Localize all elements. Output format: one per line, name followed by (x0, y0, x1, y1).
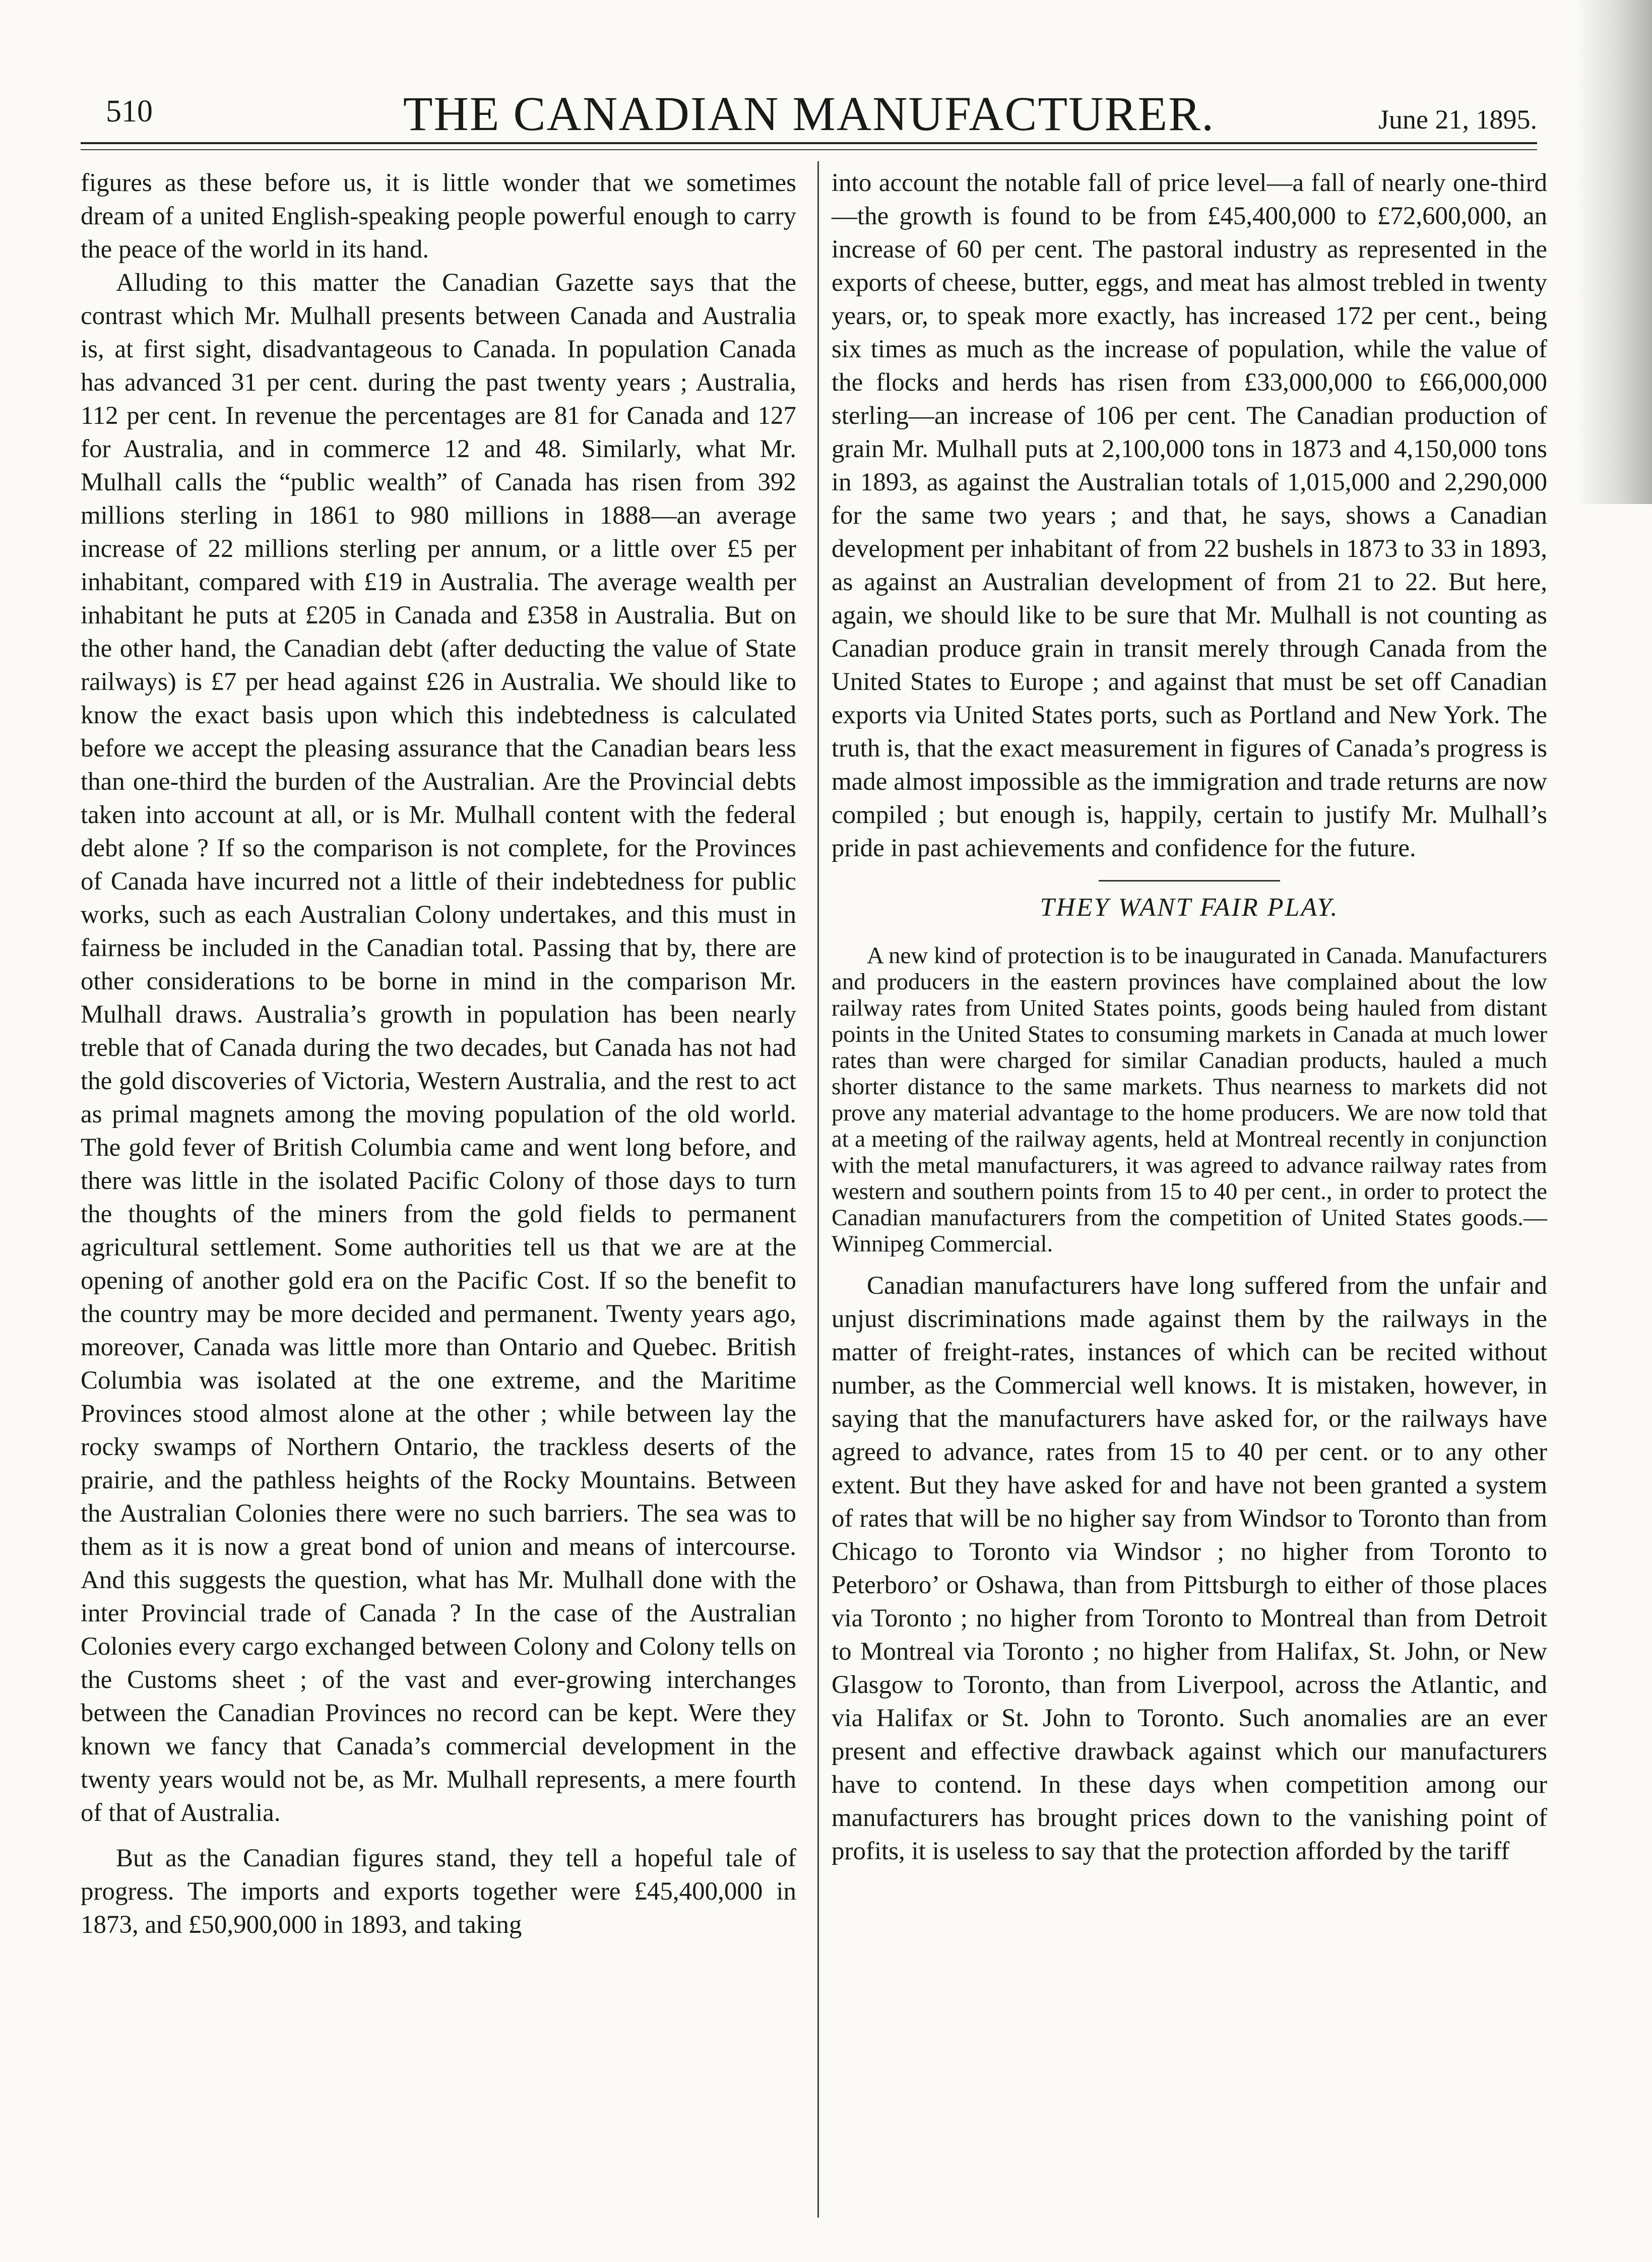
column-divider (817, 161, 819, 2218)
page-header (81, 86, 1537, 146)
header-rule-bottom (81, 149, 1537, 150)
issue-date: June 21, 1895. (1378, 104, 1537, 135)
scan-edge-shadow (1576, 0, 1652, 504)
paragraph: Canadian manufacturers have long suffered from the unfair and unjust discriminations made against them by the railways in the matter of freight-rates, instances of which can be recited without number, as the Commercial well knows. It is mistaken, however, in saying that the manufacturers have asked for, or the railways have agreed to advance, rates from 15 to 40 per cent. or to any other extent. But they have asked for and have not been granted a system of rates that will be no higher say from Windsor to Toronto than from Chicago to Toronto via Windsor ; no higher from Toronto to Peterboro’ or Oshawa, than from Pittsburgh to either of those places via Toronto ; no higher from Toronto to Montreal than from Detroit to Montreal via Toronto ; no higher from Halifax, St. John, or New Glasgow to Toronto, than from Liverpool, across the Atlantic, and via Halifax or St. John to Toronto. Such anomalies are an ever present and effective drawback against which our manufacturers have to contend. In these days when competition among our manufacturers has brought prices down to the vanishing point of profits, it is useless to say that the protection afforded by the tariff (832, 1272, 1547, 1865)
page-number: 510 (106, 94, 153, 129)
paragraph: But as the Canadian figures stand, they tell a hopeful tale of progress. The imports and exports together were £45,400,000 in 1873, and £50,900,000 in 1893, and taking (81, 1844, 796, 1939)
quoted-paragraph: A new kind of protection is to be inaugurated in Canada. Manufacturers and producers in the eastern provinces have complained about the low railway rates from United States points, goods being hauled from distant points in the United States to consuming markets in Canada at much lower rates than were charged for similar Canadian products, hauled a much shorter distance to the same markets. Thus nearness to markets did not prove any material advantage to the home producers. We are now told that at a meeting of the railway agents, held at Montreal recently in conjunction with the metal manufacturers, it was agreed to advance railway rates from western and southern points from 15 to 40 per cent., in order to protect the Canadian manufacturers from the competition of United States goods.—Winnipeg Commercial. (832, 942, 1547, 1257)
header-rule-top (81, 142, 1537, 144)
right-column (832, 166, 1547, 1868)
journal-title: THE CANADIAN MANUFACTURER. (403, 87, 1215, 141)
section-rule (1099, 880, 1280, 882)
section-heading: THEY WANT FAIR PLAY. (1040, 893, 1339, 922)
paragraph: figures as these before us, it is little wonder that we sometimes dream of a united English-speaking people powerful enough to carry the peace of the world in its hand. (81, 169, 796, 264)
paragraph: into account the notable fall of price level—a fall of nearly one-third—the growth is found to be from £45,400,000 to £72,600,000, an increase of 60 per cent. The pastoral industry as represented in the exports of cheese, butter, eggs, and meat has almost trebled in twenty years, or, to speak more exactly, has increased 172 per cent., being six times as much as the increase of population, while the value of the flocks and herds has risen from £33,000,000 to £66,000,000 sterling—an increase of 106 per cent. The Canadian production of grain Mr. Mulhall puts at 2,100,000 tons in 1873 and 4,150,000 tons in 1893, as against the Australian totals of 1,015,000 and 2,290,000 for the same two years ; and that, he says, shows a Canadian development per inhabitant of from 22 bushels in 1873 to 33 in 1893, as against an Australian development of from 21 to 22. But here, again, we should like to be sure that Mr. Mulhall is not counting as Canadian produce grain in transit merely through Canada from the United States to Europe ; and against that must be set off Canadian exports via United States ports, such as Portland and New York. The truth is, that the exact measurement in figures of Canada’s progress is made almost impossible as the immigration and trade returns are now compiled ; but enough is, happily, certain to justify Mr. Mulhall’s pride in past achievements and confidence for the future. (832, 169, 1547, 862)
left-column (81, 166, 796, 1941)
paragraph: Alluding to this matter the Canadian Gazette says that the contrast which Mr. Mulhall presents between Canada and Australia is, at first sight, disadvantageous to Canada. In population Canada has advanced 31 per cent. during the past twenty years ; Australia, 112 per cent. In revenue the percentages are 81 for Canada and 127 for Australia, and in commerce 12 and 48. Similarly, what Mr. Mulhall calls the “public wealth” of Canada has risen from 392 millions sterling in 1861 to 980 millions in 1888—an average increase of 22 millions sterling per annum, or a little over £5 per inhabitant, compared with £19 in Australia. The average wealth per inhabitant he puts at £205 in Canada and £358 in Australia. But on the other hand, the Canadian debt (after deducting the value of State railways) is £7 per head against £26 in Australia. We should like to know the exact basis upon which this indebtedness is calculated before we accept the pleasing assurance that the Canadian bears less than one-third the burden of the Australian. Are the Provincial debts taken into account at all, or is Mr. Mulhall content with the federal debt alone ? If so the comparison is not complete, for the Provinces of Canada have incurred not a little of their indebtedness for public works, such as each Australian Colony undertakes, and this must in fairness be included in the Canadian total. Passing that by, there are other considerations to be borne in mind in the comparison Mr. Mulhall draws. Australia’s growth in population has been nearly treble that of Canada during the two decades, but Canada has not had the gold discoveries of Victoria, Western Australia, and the rest to act as primal magnets among the moving population of the old world. The gold fever of British Columbia came and went long before, and there was little in the isolated Pacific Colony of those days to turn the thoughts of the miners from the gold fields to permanent agricultural settlement. Some authorities tell us that we are at the opening of another gold era on the Pacific Cost. If so the benefit to the country may be more decided and permanent. Twenty years ago, moreover, Canada was little more than Ontario and Quebec. British Columbia was isolated at the one extreme, and the Maritime Provinces stood almost alone at the other ; while between lay the rocky swamps of Northern Ontario, the trackless deserts of the prairie, and the pathless heights of the Rocky Mountains. Between the Australian Colonies there were no such barriers. The sea was to them as it is now a great bond of union and means of intercourse. And this suggests the question, what has Mr. Mulhall done with the inter Provincial trade of Canada ? In the case of the Australian Colonies every cargo exchanged between Colony and Colony tells on the Customs sheet ; of the vast and ever-growing interchanges between the Canadian Provinces no record can be kept. Were they known we fancy that Canada’s commercial development in the twenty years would not be, as Mr. Mulhall represents, a mere fourth of that of Australia. (81, 269, 796, 1827)
